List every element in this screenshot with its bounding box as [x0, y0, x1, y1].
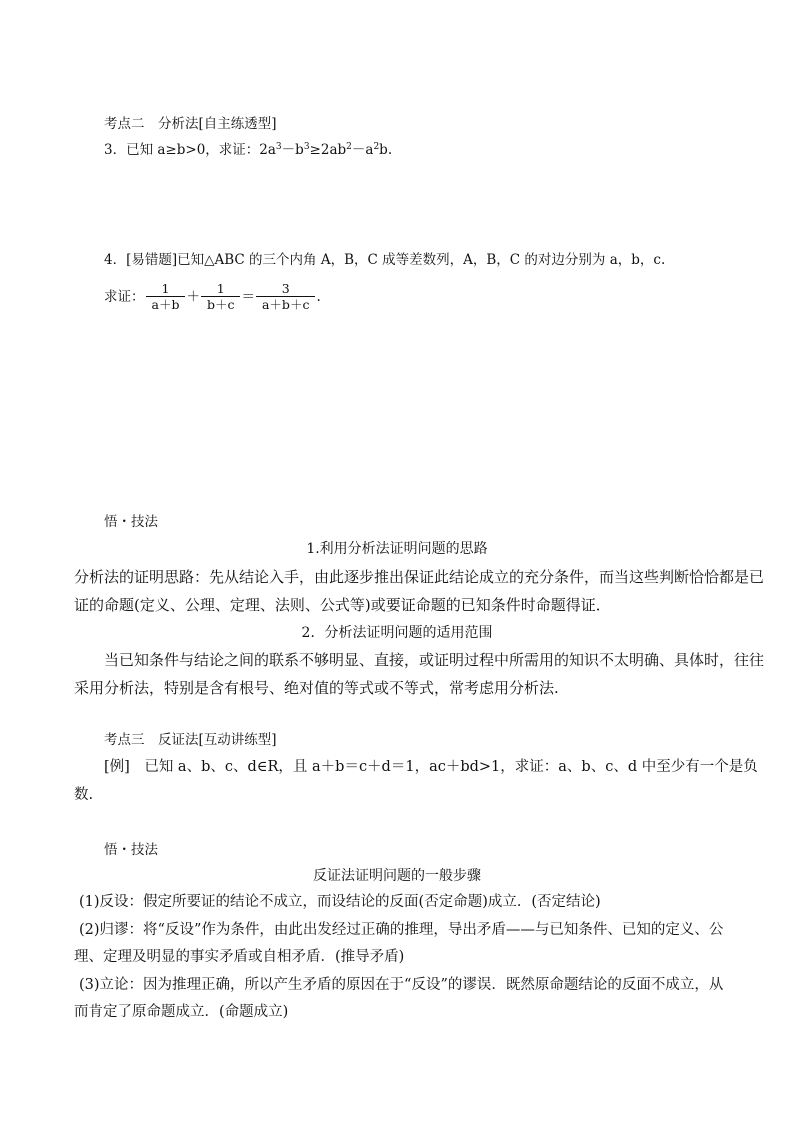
question-3: [104, 140, 392, 160]
step-2-line2: 理、定理及明显的事实矛盾或自相矛盾．(推导矛盾): [74, 949, 405, 965]
fraction-2-denominator: b＋c: [206, 297, 235, 312]
plus-sign: ＋: [186, 288, 200, 305]
section-heading-contradiction: 考点三 反证法[互动讲练型]: [104, 732, 277, 748]
q3-exp4: 2: [373, 142, 380, 152]
fraction-1: [146, 281, 186, 312]
q3-exp3: 2: [346, 142, 352, 152]
q3-prefix: 3．已知 a≥b>0，求证：2a: [104, 142, 276, 158]
q3-mid3: －a: [351, 142, 374, 158]
section-heading-analysis: 考点二 分析法[自主练透型]: [104, 116, 277, 132]
q3-end: b.: [379, 142, 393, 158]
tips1-para1-line2: 证的命题(定义、公理、定理、法则、公式等)或要证命题的已知条件时命题得证．: [74, 596, 611, 614]
fraction-3-numerator: 3: [256, 281, 315, 297]
step-3-line2: 而肯定了原命题成立．(命题成立): [74, 1004, 289, 1020]
fraction-1-numerator: 1: [146, 281, 186, 297]
step-1: (1)反设：假定所要证的结论不成立，而设结论的反面(否定命题)成立．(否定结论): [79, 894, 601, 910]
question-4-prove: [104, 280, 321, 313]
tips1-para2-line1: 当已知条件与结论之间的联系不够明显、直接，或证明过程中所需用的知识不太明确、具体时，往往: [104, 651, 765, 669]
q3-exp1: 3: [275, 142, 282, 152]
q4-end-period: .: [316, 288, 321, 305]
example-line-2: 数.: [74, 787, 94, 803]
tips1-para1-line1: 分析法的证明思路：先从结论入手，由此逐步推出保证此结论成立的充分条件，而当这些判断恰恰都是已: [74, 568, 765, 586]
q3-mid2: ≥2ab: [309, 142, 347, 158]
q3-exp2: 3: [303, 142, 310, 152]
fraction-1-denominator: a＋b: [151, 297, 180, 312]
step-2-line1: (2)归谬：将“反设”作为条件，由此出发经过正确的推理，导出矛盾——与已知条件、已知的定义、公: [79, 922, 724, 938]
tips2-title: 反证法证明问题的一般步骤: [313, 868, 481, 884]
tips1-title-1: 1.利用分析法证明问题的思路: [306, 541, 488, 557]
question-4-statement: 4．[易错题]已知△ABC 的三个内角 A，B，C 成等差数列，A，B，C 的对边分别为 a，b，c.: [104, 252, 666, 268]
tips-heading-1: 悟・技法: [104, 514, 158, 530]
fraction-2-numerator: 1: [201, 281, 241, 297]
fraction-3: [256, 281, 315, 312]
tips1-para2-line2: 采用分析法，特别是含有根号、绝对值的等式或不等式，常考虑用分析法.: [74, 679, 559, 697]
tips-heading-2: 悟・技法: [104, 842, 158, 858]
example-line-1: [例] 已知 a、b、c、d∈R，且 a＋b＝c＋d＝1，ac＋bd>1，求证：a、b、c、d 中至少有一个是负: [104, 759, 758, 775]
equals-sign: ＝: [241, 288, 255, 305]
step-3-line1: (3)立论：因为推理正确，所以产生矛盾的原因在于“反设”的谬误．既然原命题结论的反面不成立，从: [79, 977, 724, 993]
q3-mid1: －b: [281, 142, 304, 158]
tips1-title-2: 2．分析法证明问题的适用范围: [301, 625, 493, 641]
fraction-3-denominator: a＋b＋c: [261, 297, 310, 312]
q4-prove-label: 求证：: [104, 288, 145, 305]
fraction-2: [201, 281, 241, 312]
